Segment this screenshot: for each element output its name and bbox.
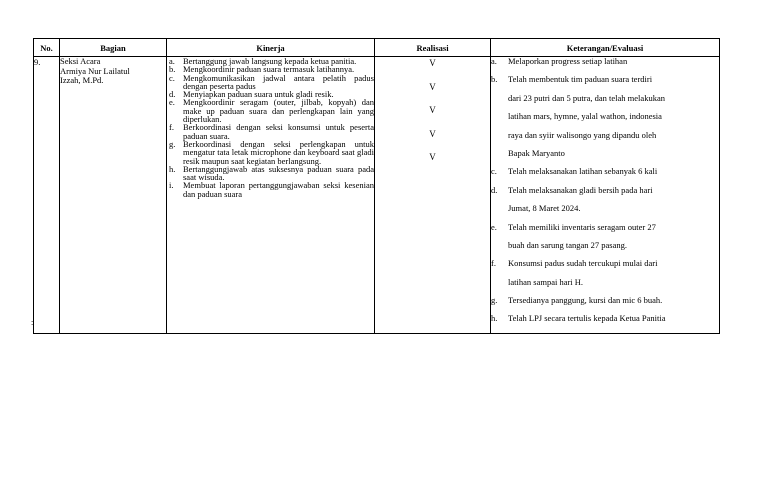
evaluasi-line: latihan sampai hari H.	[508, 276, 584, 287]
evaluasi-item	[491, 57, 719, 75]
header-no: No.	[34, 39, 60, 57]
evaluasi-label: e.	[491, 221, 497, 232]
cell-realisasi	[375, 57, 491, 334]
evaluasi-label: f.	[491, 258, 496, 269]
bagian-line: Izzah, M.Pd.	[60, 75, 104, 85]
kinerja-item	[167, 140, 374, 165]
evaluasi-label: c.	[491, 166, 497, 177]
report-table	[33, 38, 720, 334]
check-mark: V	[429, 81, 436, 92]
evaluasi-label: d.	[491, 184, 498, 195]
kinerja-text: Berkoordinasi dengan seksi perlengkapan untuk mengatur tata letak microphone dan keyboard saat gladi resik maupun saat kegiatan berlangsung.	[183, 138, 374, 166]
evaluasi-line: raya dan syiir walisongo yang dipandu oleh	[508, 129, 657, 140]
evaluasi-line: Konsumsi padus sudah tercukupi mulai dari	[508, 258, 658, 269]
bagian-line: Seksi Acara	[60, 56, 101, 66]
evaluasi-line: Jumat, 8 Maret 2024.	[508, 203, 581, 214]
kinerja-item	[167, 165, 374, 182]
header-bagian: Bagian	[60, 39, 167, 57]
evaluasi-label: h.	[491, 313, 498, 324]
evaluasi-item	[491, 223, 719, 260]
evaluasi-line: Telah LPJ secara tertulis kepada Ketua Panitia	[508, 313, 666, 324]
header-keterangan: Keterangan/Evaluasi	[491, 39, 720, 57]
check-mark: V	[429, 152, 436, 163]
kinerja-text: Membuat laporan pertanggungjawaban seksi kesenian dan paduan suara	[183, 180, 374, 199]
evaluasi-label: b.	[491, 74, 498, 85]
evaluasi-item	[491, 296, 719, 314]
kinerja-label: a.	[169, 56, 175, 66]
evaluasi-line: Telah membentuk tim paduan suara terdiri	[508, 74, 653, 85]
table-row	[34, 57, 720, 334]
evaluasi-item	[491, 186, 719, 223]
evaluasi-line: latihan mars, hymne, yalal wathon, indonesia	[508, 111, 662, 122]
evaluasi-label: a.	[491, 56, 497, 66]
check-mark: V	[429, 105, 436, 116]
kinerja-item	[167, 98, 374, 123]
kinerja-label: i.	[169, 180, 174, 191]
kinerja-item	[167, 181, 374, 198]
header-realisasi: Realisasi	[375, 39, 491, 57]
kinerja-label: e.	[169, 97, 175, 108]
bagian-line: Armiya Nur Lailatul	[60, 65, 130, 76]
evaluasi-label: g.	[491, 295, 498, 306]
evaluasi-line: Telah melaksanakan gladi bersih pada hari	[508, 184, 653, 195]
kinerja-label: g.	[169, 138, 176, 149]
kinerja-text: Berkoordinasi dengan seksi konsumsi untuk peserta paduan suara.	[183, 122, 374, 141]
cell-keterangan	[491, 57, 720, 334]
evaluasi-item	[491, 314, 719, 332]
evaluasi-line: Melaporkan progress setiap latihan	[508, 56, 628, 66]
evaluasi-line: Tersedianya panggung, kursi dan mic 6 buah.	[508, 295, 663, 306]
kinerja-text: Menyiapkan paduan suara untuk gladi resik.	[183, 89, 334, 100]
footer-mark: :	[31, 318, 34, 327]
evaluasi-item	[491, 167, 719, 185]
evaluasi-item	[491, 75, 719, 167]
evaluasi-line: Telah melaksanakan latihan sebanyak 6 kali	[508, 166, 658, 177]
evaluasi-line: Telah memiliki inventaris seragam outer 27	[508, 221, 656, 232]
kinerja-label: d.	[169, 89, 176, 100]
check-mark: V	[429, 128, 436, 139]
kinerja-label: c.	[169, 72, 175, 83]
kinerja-item	[167, 123, 374, 140]
evaluasi-line: Bapak Maryanto	[508, 147, 565, 158]
kinerja-text: Mengkoordinir paduan suara termasuk latihannya.	[183, 64, 355, 75]
cell-kinerja	[167, 57, 375, 334]
evaluasi-line: buah dan sarung tangan 27 pasang.	[508, 239, 627, 250]
evaluasi-item	[491, 259, 719, 296]
check-mark: V	[429, 58, 436, 68]
kinerja-text: Bertanggung jawab langsung kepada ketua panitia.	[183, 56, 357, 66]
kinerja-text: Bertanggungjawab atas suksesnya paduan suara pada saat wisuda.	[183, 163, 374, 183]
header-kinerja: Kinerja	[167, 39, 375, 57]
kinerja-item	[167, 74, 374, 91]
kinerja-label: f.	[169, 122, 174, 133]
cell-no: 9.	[34, 57, 60, 334]
evaluasi-line: dari 23 putri dan 5 putra, dan telah melakukan	[508, 92, 665, 103]
cell-bagian	[60, 57, 167, 334]
kinerja-text: Mengkomunikasikan jadwal antara pelatih padus dengan peserta padus	[183, 72, 374, 91]
kinerja-label: b.	[169, 64, 176, 75]
kinerja-label: h.	[169, 163, 176, 174]
table-header-row	[34, 39, 720, 57]
kinerja-text: Mengkoordinir seragam (outer, jilbab, kopyah) dan make up paduan suara dan perlengkapan lain yang diperlukan.	[183, 97, 374, 125]
